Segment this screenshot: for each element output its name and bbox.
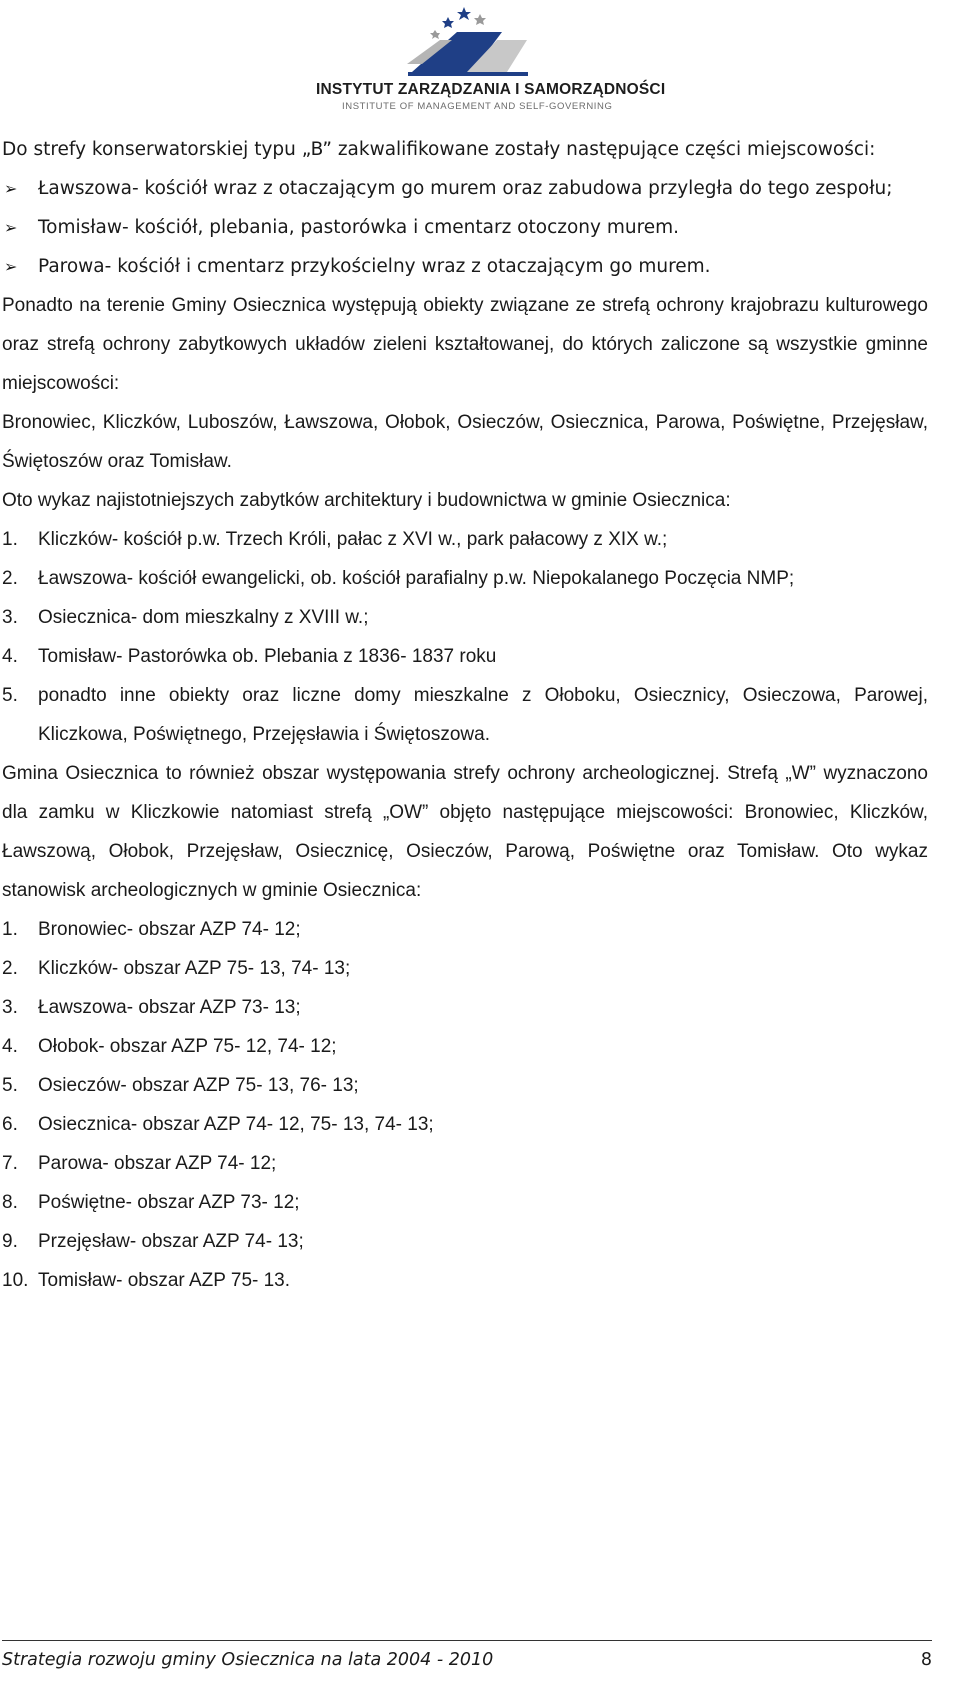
list-item: 6. Osiecznica- obszar AZP 74- 12, 75- 13, 74- 13; bbox=[2, 1114, 434, 1135]
monuments-list bbox=[2, 520, 928, 754]
list-item: 7. Parowa- obszar AZP 74- 12; bbox=[2, 1153, 277, 1174]
bullet-item bbox=[2, 208, 928, 247]
logo-emblem-icon bbox=[312, 2, 652, 82]
institute-logo bbox=[312, 2, 666, 114]
archeology-paragraph: Gmina Osiecznica to również obszar występowania strefy ochrony archeologicznej. Strefą „W” wyznaczono dla zamku w Kliczkowie natomiast strefą „OW” objęto następujące miejscowości: Bronowiec, Kliczków, Ławszową, Ołobok, Przejęsław, Osiecznicę, Osieczów, Parową, Poświętne oraz Tomisław. Oto wykaz stanowisk archeologicznych w gminie Osiecznica: bbox=[2, 763, 928, 901]
bullet-text: Ławszowa- kościół wraz z otaczającym go murem oraz zabudowa przyległa do tego zespołu; bbox=[38, 178, 893, 199]
list-item: 1. Kliczków- kościół p.w. Trzech Króli, pałac z XVI w., park pałacowy z XIX w.; bbox=[2, 529, 668, 550]
page-number: 8 bbox=[920, 1650, 932, 1670]
list-item: 5. Osieczów- obszar AZP 75- 13, 76- 13; bbox=[2, 1075, 359, 1096]
list-item: 1. Bronowiec- obszar AZP 74- 12; bbox=[2, 919, 301, 940]
list-item: 10. Tomisław- obszar AZP 75- 13. bbox=[2, 1270, 291, 1291]
document-body bbox=[2, 130, 928, 1300]
footer-title: Strategia rozwoju gminy Osiecznica na lata 2004 - 2010 bbox=[2, 1650, 494, 1670]
list-item: 5. ponadto inne obiekty oraz liczne domy mieszkalne z Ołoboku, Osiecznicy, Osieczowa, Parowej, Kliczkowa, Poświętnego, Przejęsławia i Świętoszowa. bbox=[2, 685, 928, 745]
list-item: 3. Ławszowa- obszar AZP 73- 13; bbox=[2, 997, 301, 1018]
list-item: 9. Przejęsław- obszar AZP 74- 13; bbox=[2, 1231, 304, 1252]
bullet-item bbox=[2, 169, 928, 208]
section-b-intro: Do strefy konserwatorskiej typu „B” zakwalifikowane zostały następujące części miejscowości: bbox=[2, 139, 876, 160]
list-item: 3. Osiecznica- dom mieszkalny z XVIII w.; bbox=[2, 607, 369, 628]
arrowhead-bullet-icon: ➢ bbox=[4, 257, 18, 276]
landscape-section bbox=[2, 286, 928, 1300]
list-item: 4. Ołobok- obszar AZP 75- 12, 74- 12; bbox=[2, 1036, 337, 1057]
bullet-text: Parowa- kościół i cmentarz przykościelny wraz z otaczającym go murem. bbox=[38, 256, 711, 277]
bullet-item bbox=[2, 247, 928, 286]
landscape-paragraph: Ponadto na terenie Gminy Osiecznica występują obiekty związane ze strefą ochrony krajobrazu kulturowego oraz strefą ochrony zabytkowych układów zieleni kształtowanej, do których zaliczone są wszystkie gminne miejscowości: bbox=[2, 295, 928, 394]
arrowhead-bullet-icon: ➢ bbox=[4, 179, 18, 198]
monuments-intro: Oto wykaz najistotniejszych zabytków architektury i budownictwa w gminie Osiecznica: bbox=[2, 490, 731, 511]
list-item: 2. Ławszowa- kościół ewangelicki, ob. kościół parafialny p.w. Niepokalanego Poczęcia NMP; bbox=[2, 568, 795, 589]
archeology-sites-list bbox=[2, 910, 928, 1300]
landscape-localities: Bronowiec, Kliczków, Luboszów, Ławszowa, Ołobok, Osieczów, Osiecznica, Parowa, Poświętne, Przejęsław, Świętoszów oraz Tomisław. bbox=[2, 412, 928, 472]
list-item: 4. Tomisław- Pastorówka ob. Plebania z 1836- 1837 roku bbox=[2, 646, 497, 667]
list-item: 2. Kliczków- obszar AZP 75- 13, 74- 13; bbox=[2, 958, 351, 979]
logo-sub-text: INSTITUTE OF MANAGEMENT AND SELF-GOVERNING bbox=[342, 101, 613, 112]
list-item: 8. Poświętne- obszar AZP 73- 12; bbox=[2, 1192, 300, 1213]
logo-main-text: INSTYTUT ZARZĄDZANIA I SAMORZĄDNOŚCI bbox=[316, 81, 666, 98]
bullet-text: Tomisław- kościół, plebania, pastorówka i cmentarz otoczony murem. bbox=[38, 217, 680, 238]
arrowhead-bullet-icon: ➢ bbox=[4, 218, 18, 237]
footer-divider bbox=[2, 1640, 932, 1641]
